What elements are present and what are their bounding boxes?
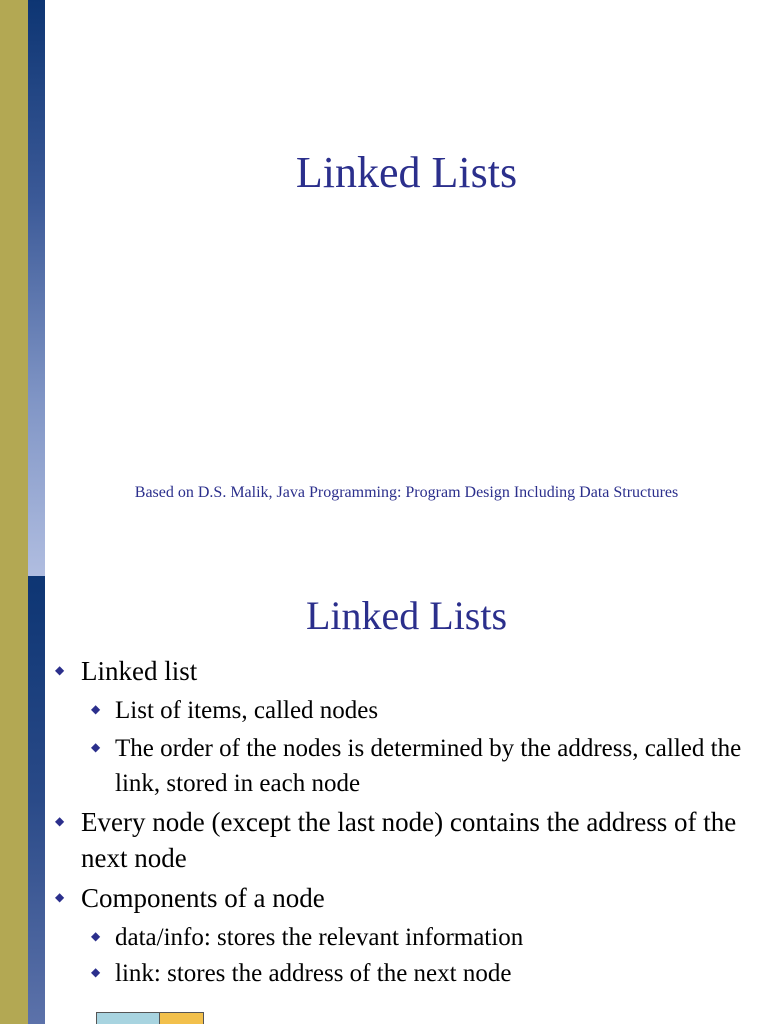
slide-subtitle: Based on D.S. Malik, Java Programming: Program Design Including Data Structures bbox=[134, 484, 679, 501]
diamond-bullet-icon: ◆ bbox=[91, 929, 101, 943]
content-slide bbox=[0, 576, 768, 1024]
slide-title: Linked Lists bbox=[305, 593, 508, 638]
sub-bullet-text: link: stores the address of the next node bbox=[115, 960, 512, 987]
diamond-bullet-icon: ◆ bbox=[91, 702, 101, 716]
sub-bullet-item bbox=[52, 920, 752, 955]
bullet-list bbox=[52, 653, 752, 992]
sidebar-olive-stripe bbox=[0, 576, 28, 1024]
bullet-item bbox=[52, 880, 752, 916]
sub-bullet-text: The order of the nodes is determined by the address, called the link, stored in each node bbox=[115, 735, 742, 797]
sub-bullet-text: data/info: stores the relevant information bbox=[115, 924, 524, 951]
diamond-bullet-icon: ◆ bbox=[91, 965, 101, 979]
diamond-bullet-icon: ◆ bbox=[55, 890, 65, 904]
diamond-bullet-icon: ◆ bbox=[91, 740, 101, 754]
sidebar-blue-gradient bbox=[28, 576, 45, 1024]
bullet-text: Linked list bbox=[81, 656, 198, 686]
sidebar-olive-stripe bbox=[0, 0, 28, 576]
bullet-item bbox=[52, 653, 752, 689]
slide-title: Linked Lists bbox=[295, 148, 518, 197]
sub-bullet-item bbox=[52, 956, 752, 991]
bullet-text: Every node (except the last node) contains the address of the next node bbox=[81, 807, 737, 873]
sub-bullet-text: List of items, called nodes bbox=[115, 697, 379, 724]
sub-bullet-item bbox=[52, 731, 752, 801]
node-diagram bbox=[96, 1012, 204, 1024]
node-data-cell bbox=[97, 1013, 160, 1024]
diamond-bullet-icon: ◆ bbox=[55, 663, 65, 677]
sub-bullet-item bbox=[52, 693, 752, 728]
sidebar-blue-gradient bbox=[28, 0, 45, 576]
bullet-text: Components of a node bbox=[81, 883, 325, 913]
bullet-item bbox=[52, 804, 752, 876]
node-link-cell bbox=[160, 1013, 203, 1024]
diamond-bullet-icon: ◆ bbox=[55, 814, 65, 828]
